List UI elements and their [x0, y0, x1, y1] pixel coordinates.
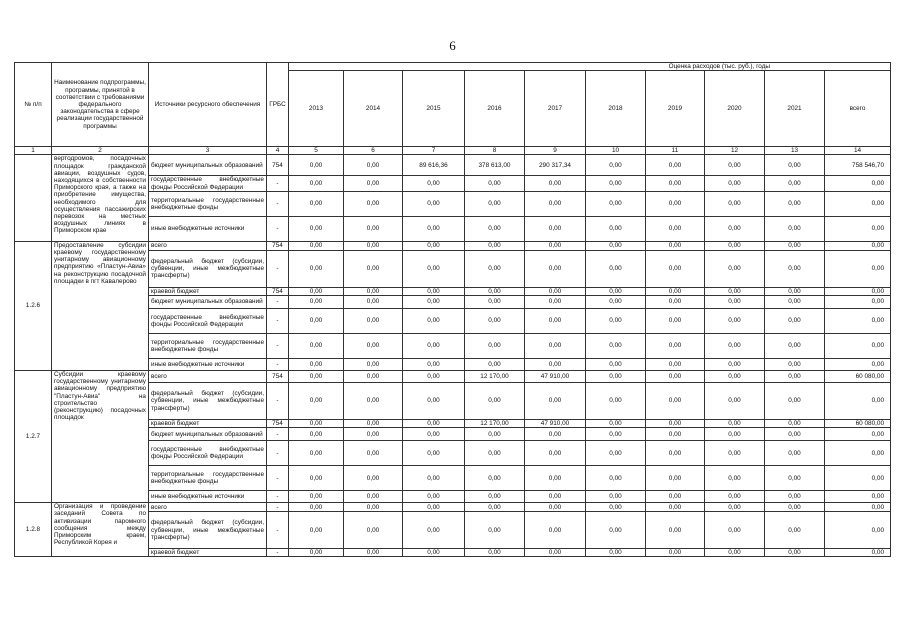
expense-value: 0,00	[646, 359, 705, 371]
expense-value: 0,00	[646, 383, 705, 420]
grbs-code: -	[267, 334, 289, 359]
expense-value: 0,00	[525, 241, 586, 250]
expense-value: 0,00	[765, 503, 825, 512]
expense-value: 0,00	[705, 176, 765, 191]
expense-value: 0,00	[705, 441, 765, 466]
grbs-code: -	[267, 359, 289, 371]
expense-value: 60 080,00	[825, 371, 891, 383]
expense-value: 0,00	[344, 216, 403, 241]
expense-value: 0,00	[765, 371, 825, 383]
year-header: 2020	[705, 71, 765, 147]
expense-value: 0,00	[344, 287, 403, 295]
expense-value: 0,00	[765, 549, 825, 557]
year-header: 2016	[465, 71, 525, 147]
expense-value: 47 910,00	[525, 420, 586, 428]
expense-value: 0,00	[586, 371, 646, 383]
expense-value: 0,00	[289, 155, 344, 176]
expense-value: 0,00	[403, 176, 465, 191]
funding-source: бюджет муниципальных образований	[149, 155, 267, 176]
expense-value: 0,00	[646, 296, 705, 309]
program-name: Предоставление субсидии краевому государственному унитарному авиационному предприятию «Пластун-Авиа» на реконструкцию посадочной площадки в пгт Кавалерово	[52, 241, 149, 370]
expense-value: 0,00	[403, 420, 465, 428]
col-header-name: Наименование подпрограммы, программы, принятой в соответствии с требованиями федерального законодательства в сфере реализации государственной программы	[52, 63, 149, 147]
column-index: 2	[52, 147, 149, 155]
grbs-code: 754	[267, 155, 289, 176]
expense-value: 0,00	[765, 176, 825, 191]
expense-value: 0,00	[825, 287, 891, 295]
expense-value: 89 616,36	[403, 155, 465, 176]
expense-value: 0,00	[705, 250, 765, 287]
year-header: 2013	[289, 71, 344, 147]
expense-value: 0,00	[403, 491, 465, 503]
expense-value: 0,00	[586, 176, 646, 191]
funding-source: иные внебюджетные источники	[149, 216, 267, 241]
funding-source: всего	[149, 241, 267, 250]
row-code: 1.2.8	[15, 503, 52, 557]
expense-value: 0,00	[344, 334, 403, 359]
funding-source: иные внебюджетные источники	[149, 491, 267, 503]
expense-value: 0,00	[586, 466, 646, 491]
expense-value: 0,00	[765, 491, 825, 503]
table-row	[15, 503, 891, 512]
expense-value: 0,00	[586, 309, 646, 334]
expense-value: 0,00	[705, 216, 765, 241]
expense-value: 0,00	[765, 287, 825, 295]
expense-value: 0,00	[705, 428, 765, 441]
expense-value: 0,00	[646, 176, 705, 191]
column-index: 4	[267, 147, 289, 155]
expense-value: 0,00	[765, 441, 825, 466]
expense-value: 0,00	[403, 512, 465, 549]
funding-source: иные внебюджетные источники	[149, 359, 267, 371]
grbs-code: -	[267, 309, 289, 334]
expense-value: 0,00	[525, 287, 586, 295]
expense-value: 0,00	[765, 296, 825, 309]
expense-value: 0,00	[765, 359, 825, 371]
column-index: 14	[825, 147, 891, 155]
expense-value: 0,00	[765, 512, 825, 549]
funding-source: федеральный бюджет (субсидии, субвенции, иные межбюджетные трансферты)	[149, 383, 267, 420]
expense-value: 0,00	[586, 512, 646, 549]
expense-value: 0,00	[525, 359, 586, 371]
expense-value: 0,00	[646, 549, 705, 557]
expense-value: 0,00	[646, 191, 705, 216]
expense-value: 0,00	[646, 309, 705, 334]
expense-value: 0,00	[403, 334, 465, 359]
grbs-code: 754	[267, 420, 289, 428]
expense-value: 0,00	[825, 441, 891, 466]
grbs-code: 754	[267, 241, 289, 250]
expense-value: 0,00	[825, 309, 891, 334]
expense-value: 0,00	[646, 216, 705, 241]
expense-value: 0,00	[525, 296, 586, 309]
expense-value: 0,00	[344, 491, 403, 503]
column-index: 8	[465, 147, 525, 155]
expense-value: 0,00	[289, 371, 344, 383]
column-index: 13	[765, 147, 825, 155]
expense-value: 0,00	[586, 549, 646, 557]
expense-value: 0,00	[646, 250, 705, 287]
expense-value: 0,00	[289, 241, 344, 250]
expense-value: 0,00	[403, 250, 465, 287]
expense-value: 0,00	[465, 441, 525, 466]
expense-value: 0,00	[403, 383, 465, 420]
expense-value: 0,00	[289, 359, 344, 371]
expense-value: 0,00	[825, 241, 891, 250]
expense-value: 0,00	[825, 216, 891, 241]
expense-value: 758 546,70	[825, 155, 891, 176]
expense-value: 0,00	[765, 428, 825, 441]
expense-value: 0,00	[646, 241, 705, 250]
funding-source: бюджет муниципальных образований	[149, 296, 267, 309]
expense-value: 0,00	[525, 441, 586, 466]
expense-value: 0,00	[344, 241, 403, 250]
expense-value: 0,00	[289, 491, 344, 503]
expense-value: 0,00	[525, 191, 586, 216]
expense-value: 0,00	[289, 287, 344, 295]
table-body	[15, 155, 891, 557]
expense-value: 0,00	[646, 334, 705, 359]
expense-value: 0,00	[705, 491, 765, 503]
expense-value: 0,00	[586, 296, 646, 309]
expense-value: 0,00	[705, 334, 765, 359]
expense-value: 0,00	[646, 491, 705, 503]
expense-value: 0,00	[465, 503, 525, 512]
expense-value: 0,00	[705, 241, 765, 250]
expense-value: 0,00	[705, 383, 765, 420]
expense-value: 0,00	[525, 383, 586, 420]
year-header: 2021	[765, 71, 825, 147]
expense-value: 0,00	[289, 503, 344, 512]
expense-value: 0,00	[289, 296, 344, 309]
expense-value: 0,00	[825, 428, 891, 441]
expense-value: 0,00	[403, 371, 465, 383]
expense-value: 0,00	[465, 241, 525, 250]
expense-value: 0,00	[344, 512, 403, 549]
funding-source: государственные внебюджетные фонды Российской Федерации	[149, 176, 267, 191]
expense-value: 0,00	[525, 334, 586, 359]
expense-value: 0,00	[525, 250, 586, 287]
expense-value: 0,00	[403, 296, 465, 309]
expense-value: 0,00	[344, 441, 403, 466]
funding-source: территориальные государственные внебюджетные фонды	[149, 191, 267, 216]
column-index: 9	[525, 147, 586, 155]
expense-value: 0,00	[344, 383, 403, 420]
expense-value: 60 080,00	[825, 420, 891, 428]
expense-value: 0,00	[825, 491, 891, 503]
funding-source: всего	[149, 371, 267, 383]
expense-value: 0,00	[586, 428, 646, 441]
grbs-code: -	[267, 491, 289, 503]
expense-value: 0,00	[289, 441, 344, 466]
expense-value: 0,00	[289, 466, 344, 491]
expense-value: 0,00	[705, 296, 765, 309]
year-header: 2014	[344, 71, 403, 147]
funding-source: краевой бюджет	[149, 287, 267, 295]
expense-value: 0,00	[465, 491, 525, 503]
expense-value: 0,00	[705, 191, 765, 216]
funding-source: территориальные государственные внебюджетные фонды	[149, 334, 267, 359]
row-code: 1.2.6	[15, 241, 52, 370]
expense-value: 0,00	[403, 503, 465, 512]
expense-value: 0,00	[646, 371, 705, 383]
expense-value: 0,00	[289, 549, 344, 557]
expense-value: 0,00	[465, 309, 525, 334]
expense-value: 0,00	[344, 420, 403, 428]
column-index: 11	[646, 147, 705, 155]
expense-value: 0,00	[646, 287, 705, 295]
expense-value: 0,00	[465, 296, 525, 309]
col-header-sources: Источники ресурсного обеспечения	[149, 63, 267, 147]
grbs-code: -	[267, 383, 289, 420]
expense-value: 0,00	[289, 216, 344, 241]
expense-value: 0,00	[825, 191, 891, 216]
expense-value: 0,00	[586, 241, 646, 250]
grbs-code: -	[267, 296, 289, 309]
expense-value: 0,00	[465, 191, 525, 216]
expense-value: 0,00	[344, 503, 403, 512]
expense-value: 0,00	[825, 512, 891, 549]
expense-value: 0,00	[465, 466, 525, 491]
table-row	[15, 155, 891, 176]
table-row	[15, 371, 891, 383]
expense-value: 0,00	[825, 296, 891, 309]
funding-source: бюджет муниципальных образований	[149, 428, 267, 441]
expense-value: 0,00	[765, 383, 825, 420]
expense-value: 0,00	[465, 549, 525, 557]
expense-value: 0,00	[705, 359, 765, 371]
grbs-code: -	[267, 428, 289, 441]
expense-value: 0,00	[289, 176, 344, 191]
column-index: 3	[149, 147, 267, 155]
grbs-code: -	[267, 441, 289, 466]
expense-value: 0,00	[289, 191, 344, 216]
expense-value: 0,00	[344, 296, 403, 309]
funding-source: государственные внебюджетные фонды Российской Федерации	[149, 441, 267, 466]
expense-value: 0,00	[344, 309, 403, 334]
expense-value: 0,00	[525, 176, 586, 191]
expense-value: 0,00	[586, 420, 646, 428]
funding-source: всего	[149, 503, 267, 512]
expense-value: 0,00	[525, 549, 586, 557]
funding-source: федеральный бюджет (субсидии, субвенции, иные межбюджетные трансферты)	[149, 512, 267, 549]
expense-value: 0,00	[344, 428, 403, 441]
funding-source: федеральный бюджет (субсидии, субвенции, иные межбюджетные трансферты)	[149, 250, 267, 287]
expense-value: 0,00	[646, 466, 705, 491]
expense-value: 0,00	[765, 241, 825, 250]
expense-value: 0,00	[525, 428, 586, 441]
column-index: 10	[586, 147, 646, 155]
expense-value: 0,00	[344, 549, 403, 557]
expense-value: 0,00	[825, 466, 891, 491]
expense-value: 0,00	[586, 287, 646, 295]
expense-value: 0,00	[705, 420, 765, 428]
expense-value: 0,00	[403, 191, 465, 216]
expense-value: 0,00	[825, 503, 891, 512]
expense-value: 0,00	[465, 428, 525, 441]
expense-value: 47 910,00	[525, 371, 586, 383]
expense-value: 0,00	[765, 309, 825, 334]
column-index: 1	[15, 147, 52, 155]
expense-value: 0,00	[403, 441, 465, 466]
expense-value: 0,00	[344, 466, 403, 491]
expense-value: 0,00	[403, 549, 465, 557]
expense-value: 0,00	[289, 383, 344, 420]
expense-value: 0,00	[465, 512, 525, 549]
expense-value: 0,00	[586, 383, 646, 420]
expense-value: 12 170,00	[465, 420, 525, 428]
expense-value: 0,00	[289, 250, 344, 287]
column-index-row	[15, 147, 891, 155]
expense-value: 0,00	[825, 176, 891, 191]
column-index: 12	[705, 147, 765, 155]
expense-value: 0,00	[586, 191, 646, 216]
expense-value: 0,00	[825, 383, 891, 420]
expense-value: 0,00	[465, 334, 525, 359]
col-header-no: № п/п	[15, 63, 52, 147]
col-header-grbs: ГРБС	[267, 63, 289, 147]
expense-value: 290 317,34	[525, 155, 586, 176]
expense-value: 0,00	[825, 359, 891, 371]
expense-value: 0,00	[525, 309, 586, 334]
expense-value: 0,00	[705, 549, 765, 557]
expense-value: 0,00	[403, 287, 465, 295]
funding-source: краевой бюджет	[149, 420, 267, 428]
expense-value: 0,00	[586, 359, 646, 371]
col-header-estimate: Оценка расходов (тыс. руб.), годы	[289, 63, 891, 71]
grbs-code: 754	[267, 371, 289, 383]
program-name: вертодромов, посадочных площадок гражданской авиации, воздушных судов, находящихся в собственности Приморского края, а также на приобретение имущества, необходимого для осуществления пассажирских перевозок на местных воздушных линиях в Приморском крае	[52, 155, 149, 241]
grbs-code: -	[267, 512, 289, 549]
expense-value: 0,00	[289, 420, 344, 428]
expense-value: 0,00	[765, 334, 825, 359]
grbs-code: -	[267, 466, 289, 491]
expense-value: 0,00	[586, 216, 646, 241]
expense-value: 0,00	[525, 491, 586, 503]
grbs-code: -	[267, 503, 289, 512]
year-header: 2015	[403, 71, 465, 147]
program-name: Субсидии краевому государственному унитарному авиационному предприятию "Пластун-Авиа" на строительство (реконструкцию) посадочных площадок	[52, 371, 149, 503]
expense-value: 0,00	[646, 428, 705, 441]
expense-value: 0,00	[586, 250, 646, 287]
funding-source: территориальные государственные внебюджетные фонды	[149, 466, 267, 491]
expense-value: 0,00	[586, 491, 646, 503]
expense-value: 0,00	[403, 309, 465, 334]
column-index: 7	[403, 147, 465, 155]
expense-value: 0,00	[344, 250, 403, 287]
expense-value: 0,00	[705, 309, 765, 334]
grbs-code: -	[267, 216, 289, 241]
expense-value: 0,00	[465, 250, 525, 287]
year-header: 2017	[525, 71, 586, 147]
expense-value: 0,00	[765, 155, 825, 176]
table-row	[15, 241, 891, 250]
expense-value: 0,00	[289, 512, 344, 549]
expense-value: 12 170,00	[465, 371, 525, 383]
expense-value: 0,00	[586, 155, 646, 176]
expense-value: 0,00	[765, 466, 825, 491]
row-code	[15, 155, 52, 241]
year-header: 2018	[586, 71, 646, 147]
grbs-code: -	[267, 250, 289, 287]
year-header: 2019	[646, 71, 705, 147]
expense-value: 0,00	[525, 466, 586, 491]
expense-value: 0,00	[765, 250, 825, 287]
expense-value: 0,00	[765, 191, 825, 216]
expense-value: 0,00	[403, 241, 465, 250]
expense-value: 0,00	[465, 176, 525, 191]
expense-value: 0,00	[344, 371, 403, 383]
expense-value: 0,00	[465, 359, 525, 371]
expense-value: 0,00	[403, 216, 465, 241]
page-number: 6	[449, 38, 456, 53]
grbs-code: 754	[267, 287, 289, 295]
expense-value: 0,00	[705, 371, 765, 383]
expense-value: 0,00	[705, 503, 765, 512]
expense-value: 0,00	[646, 155, 705, 176]
expense-value: 0,00	[765, 216, 825, 241]
expense-value: 0,00	[465, 216, 525, 241]
expense-value: 0,00	[525, 512, 586, 549]
expense-value: 0,00	[825, 334, 891, 359]
column-index: 6	[344, 147, 403, 155]
expense-value: 0,00	[344, 359, 403, 371]
expense-value: 0,00	[586, 334, 646, 359]
expense-value: 0,00	[289, 428, 344, 441]
expense-value: 0,00	[289, 309, 344, 334]
expense-value: 0,00	[525, 216, 586, 241]
expense-value: 0,00	[344, 191, 403, 216]
expense-value: 0,00	[646, 441, 705, 466]
expense-value: 0,00	[289, 334, 344, 359]
funding-source: государственные внебюджетные фонды Российской Федерации	[149, 309, 267, 334]
expense-value: 0,00	[403, 466, 465, 491]
expense-value: 0,00	[403, 359, 465, 371]
expense-value: 0,00	[825, 250, 891, 287]
grbs-code: -	[267, 549, 289, 557]
expense-value: 0,00	[765, 420, 825, 428]
expense-value: 0,00	[705, 512, 765, 549]
expense-value: 0,00	[465, 287, 525, 295]
column-index: 5	[289, 147, 344, 155]
expense-value: 0,00	[705, 287, 765, 295]
expense-value: 0,00	[646, 512, 705, 549]
grbs-code: -	[267, 191, 289, 216]
expense-value: 0,00	[586, 441, 646, 466]
expense-value: 0,00	[825, 549, 891, 557]
expense-value: 0,00	[705, 466, 765, 491]
expense-value: 0,00	[586, 503, 646, 512]
expense-table	[14, 62, 891, 557]
expense-value: 0,00	[705, 155, 765, 176]
expense-value: 0,00	[403, 428, 465, 441]
expense-value: 0,00	[344, 155, 403, 176]
expense-value: 0,00	[465, 383, 525, 420]
expense-value: 0,00	[646, 420, 705, 428]
expense-value: 0,00	[344, 176, 403, 191]
year-header: всего	[825, 71, 891, 147]
expense-value: 378 613,00	[465, 155, 525, 176]
program-name: Организация и проведение заседаний Совета по активизации паромного сообщения между Приморским краем, Республикой Корея и	[52, 503, 149, 557]
grbs-code: -	[267, 176, 289, 191]
expense-value: 0,00	[646, 503, 705, 512]
row-code: 1.2.7	[15, 371, 52, 503]
funding-source: краевой бюджет	[149, 549, 267, 557]
expense-value: 0,00	[525, 503, 586, 512]
